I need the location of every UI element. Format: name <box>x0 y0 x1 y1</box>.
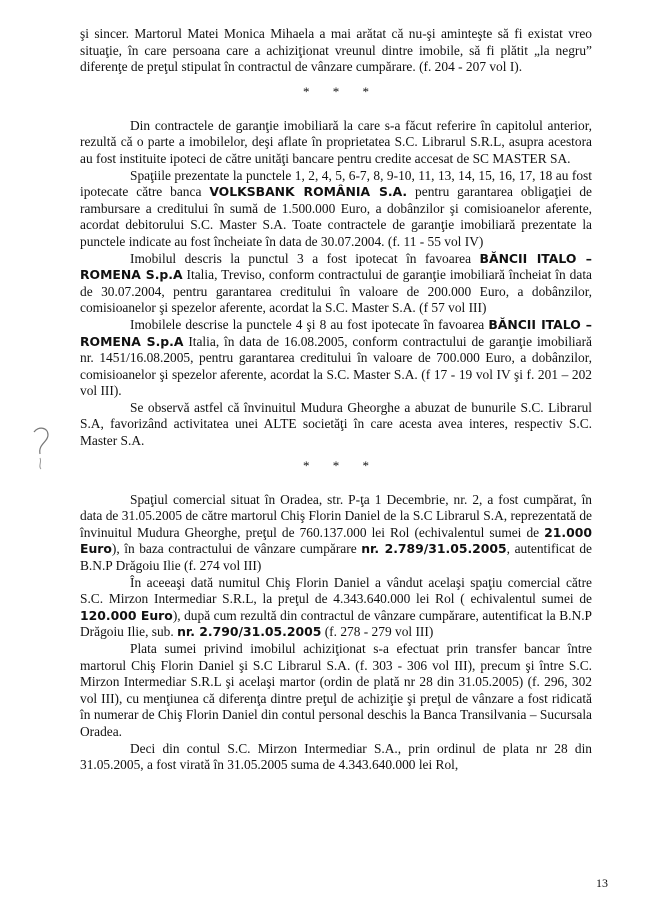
paragraph-1: şi sincer. Martorul Matei Monica Mihaela a mai arătat că nu-şi aminteşte să fi existat vreo situaţie, în care persoana care a achiziţionat vreunul dintre imobile, să fi plătit „la negru” diferenţe de preţul stipulat în contractul de vânzare cumpărare. (f. 204 - 207 vol I). <box>80 26 592 75</box>
paragraph-transfer: Deci din contul S.C. Mirzon Intermediar S.A., prin ordinul de plata nr 28 din 31.05.2005, a fost virată în 31.05.2005 suma de 4.343.640.000 lei Rol, <box>80 740 592 773</box>
section-separator: * * * <box>303 457 379 473</box>
page-number: 13 <box>596 876 608 890</box>
section-separator: * * * <box>303 83 379 99</box>
paragraph-conclusion: Se observă astfel că învinuitul Mudura Gheorghe a abuzat de bunurile S.C. Librarul S.A, favorizând activitatea unei ALTE societăţi în care acesta avea interes, respectiv S.C. Master S.A. <box>80 399 592 449</box>
amount-bold: 120.000 Euro <box>80 607 173 623</box>
bank-name-bold: VOLKSBANK ROMÂNIA S.A. <box>209 184 408 200</box>
amount-bold: 21.000 Euro <box>80 524 592 557</box>
paragraph-volksbank: Spaţiile prezentate la punctele 1, 2, 4, 5, 6-7, 8, 9-10, 11, 13, 14, 15, 16, 17, 18 au fost ipotecate către banca VOLKSBANK ROMÂNIA S.A. pentru garantarea obligaţiei de rambursare a creditului în sumă de 1.500.000 Euro, a dobânzilor şi comisioanelor aferente, acordat debitorului S.C. Master S.A. Toate contractele de garanţie imobiliară prezentate la punctele indicate au fost încheiate în data de 30.07.2004. (f. 11 - 55 vol IV) <box>80 167 592 249</box>
contract-number-bold: nr. 2.789/31.05.2005 <box>361 541 507 557</box>
contract-number-bold: nr. 2.790/31.05.2005 <box>177 624 322 640</box>
document-page <box>80 26 592 774</box>
bank-name-bold: BĂNCII ITALO – ROMENA S.p.A <box>80 250 593 283</box>
paragraph-resale: În aceeaşi dată numitul Chiş Florin Daniel a vândut acelaşi spaţiu comercial către S.C. Mirzon Intermediar S.R.L, la preţul de 4.343.640.000 lei Rol ( echivalentul sumei de 120.000 Euro), după cum rezultă din contractul de vânzare cumpărare, autentificat la B.N.P Drăgoiu Ilie, sub. nr. 2.790/31.05.2005 (f. 278 - 279 vol III) <box>80 574 592 640</box>
handwritten-question-mark <box>18 424 62 470</box>
paragraph-commercial-space: Spaţiul comercial situat în Oradea, str. P-ţa 1 Decembrie, nr. 2, a fost cumpărat, în data de 31.05.2005 de către martorul Chiş Florin Daniel de la S.C Librarul S.A, reprezentată de învinuitul Mudura Gheorghe, preţul de 760.137.000 lei Rol (echivalentul sumei de 21.000 Euro), în baza contractului de vânzare cumpărare nr. 2.789/31.05.2005, autentificat de B.N.P Drăgoiu Ilie (f. 274 vol III) <box>80 491 592 574</box>
paragraph-payment: Plata sumei privind imobilul achiziţionat s-a efectuat prin transfer bancar între martorul Chiş Florin Daniel şi S.C Librarul S.A. (f. 303 - 306 vol III), precum şi între S.C. Mirzon Intermediar S.R.L şi acelaşi martor (ordin de plată nr 28 din 31.05.2005) (f. 296, 302 vol III), cu menţiunea că diferenţa dintre preţul de achiziţie şi preţul de vânzare a fost ridicată în numerar de Chiş Florin Daniel din contul personal deschis la Banca Transilvania – Sucursala Oradea. <box>80 641 592 739</box>
bank-name-bold: BĂNCII ITALO – ROMENA S.p.A <box>80 316 592 349</box>
paragraph-italo-romena-2: Imobilele descrise la punctele 4 şi 8 au fost ipotecate în favoarea BĂNCII ITALO – ROMENA S.p.A Italia, în data de 16.08.2005, conform contractului de garanţie imobiliară nr. 1451/16.08.2005, pentru garantarea creditului în valoare de 700.000 Euro, a dobânzilor, comisioanelor şi spezelor aferente, acordat la S.C. Master S.A. (f 17 - 19 vol IV şi f. 201 – 202 vol III). <box>80 316 592 399</box>
paragraph-italo-romena-1: Imobilul descris la punctul 3 a fost ipotecat în favoarea BĂNCII ITALO – ROMENA S.p.A Italia, Treviso, conform contractului de garanţie imobiliară încheiat în data de 30.07.2004, pentru garantarea creditului în valoare de 200.000 Euro, a dobânzilor, comisioanelor şi spezelor aferente, acordat la S.C. Master S.A. (f 57 vol III) <box>80 250 593 316</box>
paragraph-guarantee-contracts: Din contractele de garanţie imobiliară la care s-a făcut referire în capitolul anterior, rezultă că o parte a imobilelor, deşi aflate în proprietatea S.C. Librarul S.R.L, asupra acestora au fost instituite ipoteci de către unităţi bancare pentru credite accesat de SC MASTER SA. <box>80 117 592 166</box>
